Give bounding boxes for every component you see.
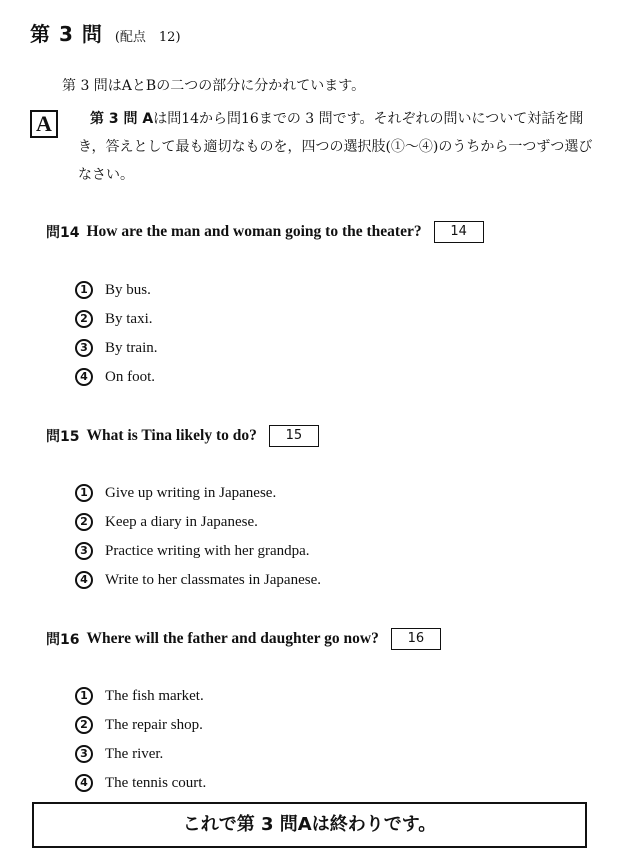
option-number-icon: 1 <box>75 484 93 502</box>
answer-box[interactable]: 15 <box>269 425 319 447</box>
option-text: The fish market. <box>105 687 204 704</box>
question-text: Where will the father and daughter go now? <box>86 630 379 647</box>
option-item[interactable] <box>75 339 158 357</box>
answer-box[interactable]: 14 <box>434 221 484 243</box>
option-number-icon: 4 <box>75 571 93 589</box>
option-item[interactable] <box>75 281 151 299</box>
option-item[interactable] <box>75 484 276 502</box>
option-item[interactable] <box>75 513 258 531</box>
option-text: On foot. <box>105 368 155 385</box>
option-number-icon: 1 <box>75 281 93 299</box>
option-item[interactable] <box>75 542 310 560</box>
instructions-bold: 第 3 問 A <box>90 111 154 127</box>
option-number-icon: 3 <box>75 339 93 357</box>
option-item[interactable] <box>75 571 321 589</box>
option-number-icon: 2 <box>75 310 93 328</box>
option-number-icon: 2 <box>75 716 93 734</box>
question-text: What is Tina likely to do? <box>86 427 257 444</box>
part-instructions <box>78 105 598 189</box>
option-text: By bus. <box>105 281 151 298</box>
option-item[interactable] <box>75 716 203 734</box>
option-number-icon: 3 <box>75 745 93 763</box>
option-text: By taxi. <box>105 310 153 327</box>
question-text: How are the man and woman going to the theater? <box>86 223 422 240</box>
option-number-icon: 2 <box>75 513 93 531</box>
option-text: Practice writing with her grandpa. <box>105 542 310 559</box>
option-text: By train. <box>105 339 158 356</box>
option-item[interactable] <box>75 774 206 792</box>
intro-text: 第 3 問はAとBの二つの部分に分かれています。 <box>62 78 366 94</box>
option-text: Write to her classmates in Japanese. <box>105 571 321 588</box>
option-item[interactable] <box>75 745 163 763</box>
option-text: The river. <box>105 745 164 762</box>
question-number: 問16 <box>46 632 80 648</box>
option-number-icon: 4 <box>75 774 93 792</box>
end-notice: これで第 3 問Aは終わりです。 <box>32 802 587 848</box>
option-text: The repair shop. <box>105 716 203 733</box>
option-number-icon: 1 <box>75 687 93 705</box>
option-item[interactable] <box>75 368 155 386</box>
option-number-icon: 4 <box>75 368 93 386</box>
points-label: (配点 12) <box>114 30 181 45</box>
question-15 <box>46 425 319 447</box>
instructions-text: は問14から問16までの 3 問です。それぞれの問いについて対話を聞き，答えとして最も適切なものを，四つの選択肢(①～④)のうちから一つずつ選びなさい。 <box>78 111 593 183</box>
option-text: Give up writing in Japanese. <box>105 484 277 501</box>
question-number: 問15 <box>46 429 80 445</box>
option-text: Keep a diary in Japanese. <box>105 513 258 530</box>
option-number-icon: 3 <box>75 542 93 560</box>
answer-box[interactable]: 16 <box>391 628 441 650</box>
option-item[interactable] <box>75 687 204 705</box>
section-header <box>30 18 181 47</box>
section-title: 第 3 問 <box>30 22 103 46</box>
option-text: The tennis court. <box>105 774 207 791</box>
question-14 <box>46 221 484 243</box>
option-item[interactable] <box>75 310 153 328</box>
part-label: A <box>30 110 58 138</box>
question-16 <box>46 628 441 650</box>
question-number: 問14 <box>46 225 80 241</box>
